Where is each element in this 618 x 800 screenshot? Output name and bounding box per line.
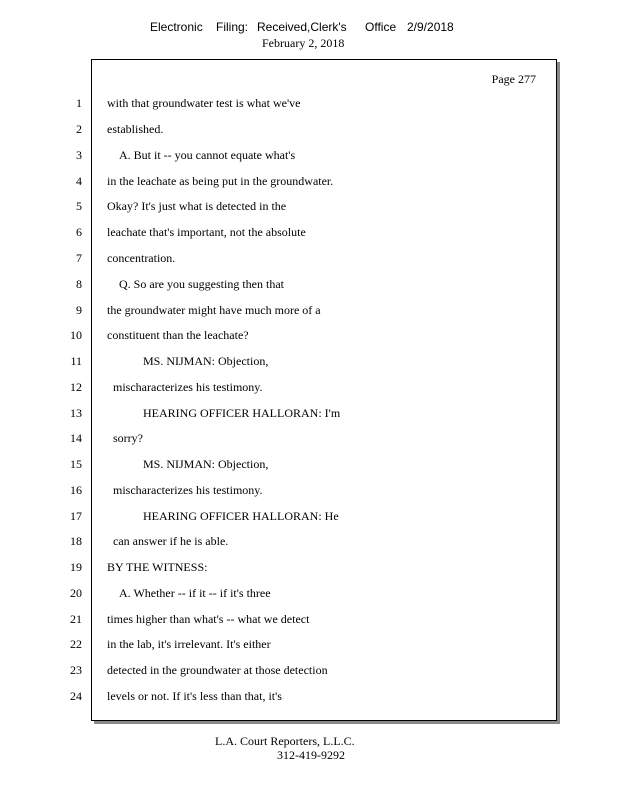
transcript-line: [0, 327, 560, 343]
line-number: 7: [76, 251, 82, 265]
stamp-word: Electronic: [150, 20, 203, 34]
line-number: 21: [70, 612, 82, 626]
transcript-line: [0, 559, 560, 575]
line-text: concentration.: [107, 251, 176, 265]
transcript-line: [0, 430, 560, 446]
filed-date: February 2, 2018: [262, 36, 345, 50]
reporter-phone: 312-419-9292: [277, 748, 345, 762]
stamp-date: 2/9/2018: [407, 20, 454, 34]
line-text: Q. So are you suggesting then that: [119, 277, 284, 291]
transcript-line: [0, 276, 560, 292]
transcript-line: [0, 482, 560, 498]
transcript-line: [0, 508, 560, 524]
transcript-line: [0, 636, 560, 652]
filing-stamp: [150, 20, 454, 34]
line-text: mischaracterizes his testimony.: [113, 380, 263, 394]
transcript-line: [0, 353, 560, 369]
line-number: 14: [70, 431, 82, 445]
line-text: BY THE WITNESS:: [107, 560, 208, 574]
line-number: 16: [70, 483, 82, 497]
line-number: 18: [70, 534, 82, 548]
line-number: 11: [70, 354, 82, 368]
transcript-line: [0, 662, 560, 678]
line-number: 13: [70, 406, 82, 420]
stamp-word: Received,Clerk's: [257, 20, 347, 34]
line-text: sorry?: [113, 431, 143, 445]
line-number: 1: [76, 96, 82, 110]
line-text: Okay? It's just what is detected in the: [107, 199, 287, 213]
stamp-word: Office: [365, 20, 397, 34]
line-text: leachate that's important, not the absolute: [107, 225, 306, 239]
transcript-line: [0, 688, 560, 704]
line-text: A. Whether -- if it -- if it's three: [119, 586, 271, 600]
line-text: HEARING OFFICER HALLORAN: I'm: [143, 406, 341, 420]
line-text: MS. NIJMAN: Objection,: [143, 457, 269, 471]
transcript-line: [0, 224, 560, 240]
transcript-line: [0, 302, 560, 318]
transcript-line: [0, 147, 560, 163]
line-text: in the lab, it's irrelevant. It's either: [107, 637, 271, 651]
line-text: mischaracterizes his testimony.: [113, 483, 263, 497]
line-number: 10: [70, 328, 82, 342]
transcript-line: [0, 611, 560, 627]
line-number: 12: [70, 380, 82, 394]
line-text: constituent than the leachate?: [107, 328, 249, 342]
line-number: 3: [76, 148, 82, 162]
line-number: 8: [76, 277, 82, 291]
transcript-line: [0, 198, 560, 214]
transcript-line: [0, 250, 560, 266]
line-text: with that groundwater test is what we've: [107, 96, 301, 110]
line-text: established.: [107, 122, 164, 136]
transcript-line: [0, 173, 560, 189]
transcript-line: [0, 456, 560, 472]
transcript-line: [0, 95, 560, 111]
line-number: 15: [70, 457, 82, 471]
line-number: 5: [76, 199, 82, 213]
line-number: 6: [76, 225, 82, 239]
line-text: detected in the groundwater at those detection: [107, 663, 328, 677]
page-number: Page 277: [491, 72, 536, 86]
line-text: the groundwater might have much more of a: [107, 303, 321, 317]
stamp-word: Filing:: [216, 20, 249, 34]
line-number: 24: [70, 689, 82, 703]
line-number: 4: [76, 174, 82, 188]
line-text: can answer if he is able.: [113, 534, 229, 548]
transcript-line: [0, 405, 560, 421]
transcript-line: [0, 379, 560, 395]
line-number: 22: [70, 637, 82, 651]
transcript-line: [0, 585, 560, 601]
line-number: 19: [70, 560, 82, 574]
line-text: HEARING OFFICER HALLORAN: He: [143, 509, 339, 523]
line-text: A. But it -- you cannot equate what's: [119, 148, 296, 162]
line-text: MS. NIJMAN: Objection,: [143, 354, 269, 368]
line-text: levels or not. If it's less than that, it's: [107, 689, 282, 703]
line-number: 23: [70, 663, 82, 677]
line-number: 9: [76, 303, 82, 317]
line-text: in the leachate as being put in the groundwater.: [107, 174, 334, 188]
line-number: 20: [70, 586, 82, 600]
transcript-line: [0, 121, 560, 137]
line-text: times higher than what's -- what we detect: [107, 612, 310, 626]
reporter-company: L.A. Court Reporters, L.L.C.: [215, 734, 355, 748]
transcript-line: [0, 533, 560, 549]
line-number: 17: [70, 509, 82, 523]
line-number: 2: [76, 122, 82, 136]
